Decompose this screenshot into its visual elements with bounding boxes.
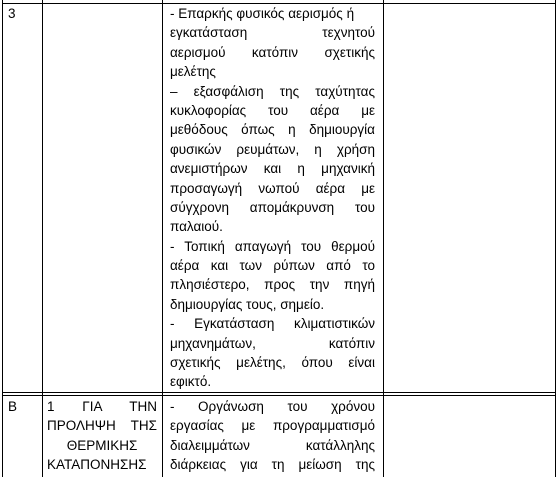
row-1-index: 3 bbox=[8, 6, 16, 21]
text-line: - Εγκατάσταση κλιματιστικών bbox=[170, 316, 375, 332]
text-line: - Τοπική απαγωγή του θερμού bbox=[170, 238, 375, 254]
row-2-index: Β bbox=[8, 399, 18, 414]
text-line: εγκατάσταση τεχνητού bbox=[170, 25, 375, 41]
row-2-category-cell bbox=[47, 397, 157, 475]
text-line: αερισμού κατόπιν σχετικής bbox=[170, 44, 375, 60]
text-line: μηχανημάτων, κατόπιν bbox=[170, 335, 375, 351]
text-line: παλαιού. bbox=[170, 219, 223, 235]
text-line: διαλειμμάτων κατάλληλης bbox=[170, 437, 375, 453]
table-right-border bbox=[555, 0, 556, 477]
text-line: ανεμιστήρων και η μηχανική bbox=[170, 161, 375, 177]
text-line: προσαγωγή νωπού αέρα με bbox=[170, 180, 375, 196]
text-line: πλησιέστερο, προς την πηγή bbox=[170, 277, 375, 293]
text-line: ΘΕΡΜΙΚΗΣ bbox=[66, 437, 138, 453]
text-line: σχετικής μελέτης, όπου είναι bbox=[170, 355, 375, 371]
column-divider-3 bbox=[383, 0, 384, 477]
row-2-measures-cell bbox=[170, 397, 375, 475]
row-1-measures-cell bbox=[170, 4, 375, 392]
text-line: εργασίας με προγραμματισμό bbox=[170, 418, 375, 434]
row-divider-inner bbox=[2, 395, 556, 396]
column-divider-2 bbox=[162, 0, 163, 477]
text-line: ΠΡΟΛΗΨΗ ΤΗΣ bbox=[47, 418, 157, 434]
text-line: φυσικών ρευμάτων, η χρήση bbox=[170, 141, 375, 157]
text-line: διάρκειας για τη μείωση της bbox=[170, 457, 375, 473]
table-left-border bbox=[2, 0, 3, 477]
text-line: δημιουργίας τους, σημείο. bbox=[170, 296, 325, 312]
text-line: μεθόδους όπως η δημιουργία bbox=[170, 122, 375, 138]
text-line: 1 ΓΙΑ ΤΗΝ bbox=[47, 399, 157, 414]
text-line: αέρα και των ρύπων από το bbox=[170, 258, 375, 274]
text-line: - Οργάνωση του χρόνου bbox=[170, 399, 375, 414]
text-line: σύγχρονη απομάκρυνση του bbox=[170, 199, 375, 215]
text-line: ΚΑΤΑΠΟΝΗΣΗΣ bbox=[47, 457, 147, 473]
text-line: κυκλοφορίας του αέρα με bbox=[170, 102, 375, 118]
column-divider-1 bbox=[42, 0, 43, 477]
text-line: μελέτης bbox=[170, 64, 216, 80]
text-line: εφικτό. bbox=[170, 374, 212, 390]
row-divider bbox=[2, 392, 556, 393]
text-line: – εξασφάλιση της ταχύτητας bbox=[170, 83, 375, 99]
text-line: - Επαρκής φυσικός αερισμός ή bbox=[170, 6, 355, 21]
